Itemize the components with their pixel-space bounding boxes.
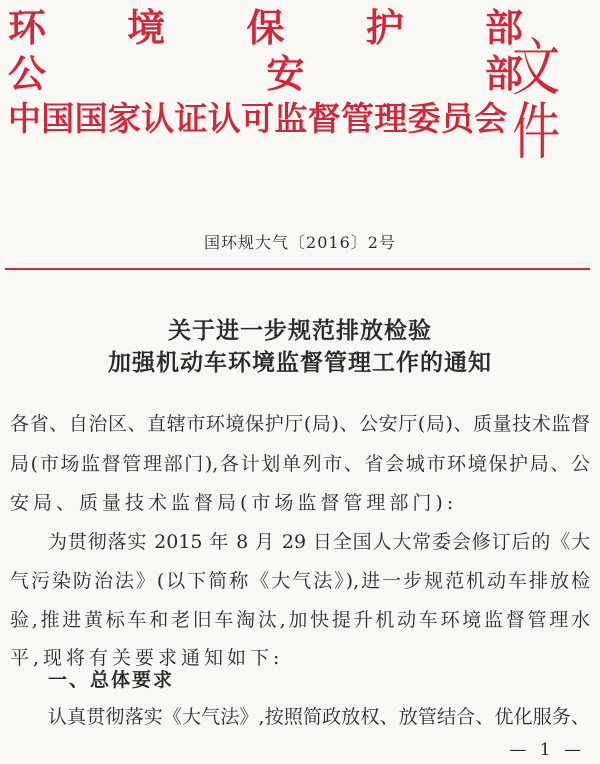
paragraph-line: 平,现将有关要求通知如下: [10, 647, 284, 669]
paragraph-line: 气污染防治法》(以下简称《大气法》),进一步规范机动车排放检 [10, 570, 590, 592]
issuer-public-security [8, 51, 523, 96]
issuer-cnca: 中国国家认证认可监督管理委员会 [8, 99, 508, 138]
addressee-line: 各省、自治区、直辖市环境保护厅(局)、公安厅(局)、质量技术监督 [10, 413, 590, 435]
title-line-2: 加强机动车环境监督管理工作的通知 [108, 349, 492, 376]
issuer-char: 公 [8, 51, 47, 96]
addressee-line: 局(市场监督管理部门),各计划单列市、省会城市环境保护局、公 [10, 453, 590, 475]
issuer-char: 安 [266, 51, 305, 96]
issuer-char: 护 [365, 5, 404, 50]
paragraph-line: 认真贯彻落实《大气法》,按照简政放权、放管结合、优化服务、 [48, 706, 590, 728]
issuer-char: 境 [127, 5, 166, 50]
page-number: — 1 — [509, 740, 585, 760]
issuer-environmental-protection [8, 5, 523, 50]
document-number: 国环规大气〔2016〕2号 [204, 233, 396, 252]
section-heading: 一、总体要求 [48, 669, 175, 691]
issuer-char: 保 [246, 5, 285, 50]
paragraph-line: 为贯彻落实 2015 年 8 月 29 日全国人大常委会修订后的《大 [48, 531, 590, 553]
issuer-char: 部 [484, 51, 523, 96]
red-divider [5, 268, 590, 270]
addressee-line: 安局、质量技术监督局(市场监督管理部门): [10, 492, 458, 514]
issuer-char: 环 [8, 5, 47, 50]
issuer-char: 部 [484, 5, 523, 50]
paragraph-line: 验,推进黄标车和老旧车淘汰,加快提升机动车环境监督管理水 [10, 609, 590, 631]
doc-type-label: 文件 [512, 31, 561, 168]
title-line-1: 关于进一步规范排放检验 [168, 317, 432, 344]
